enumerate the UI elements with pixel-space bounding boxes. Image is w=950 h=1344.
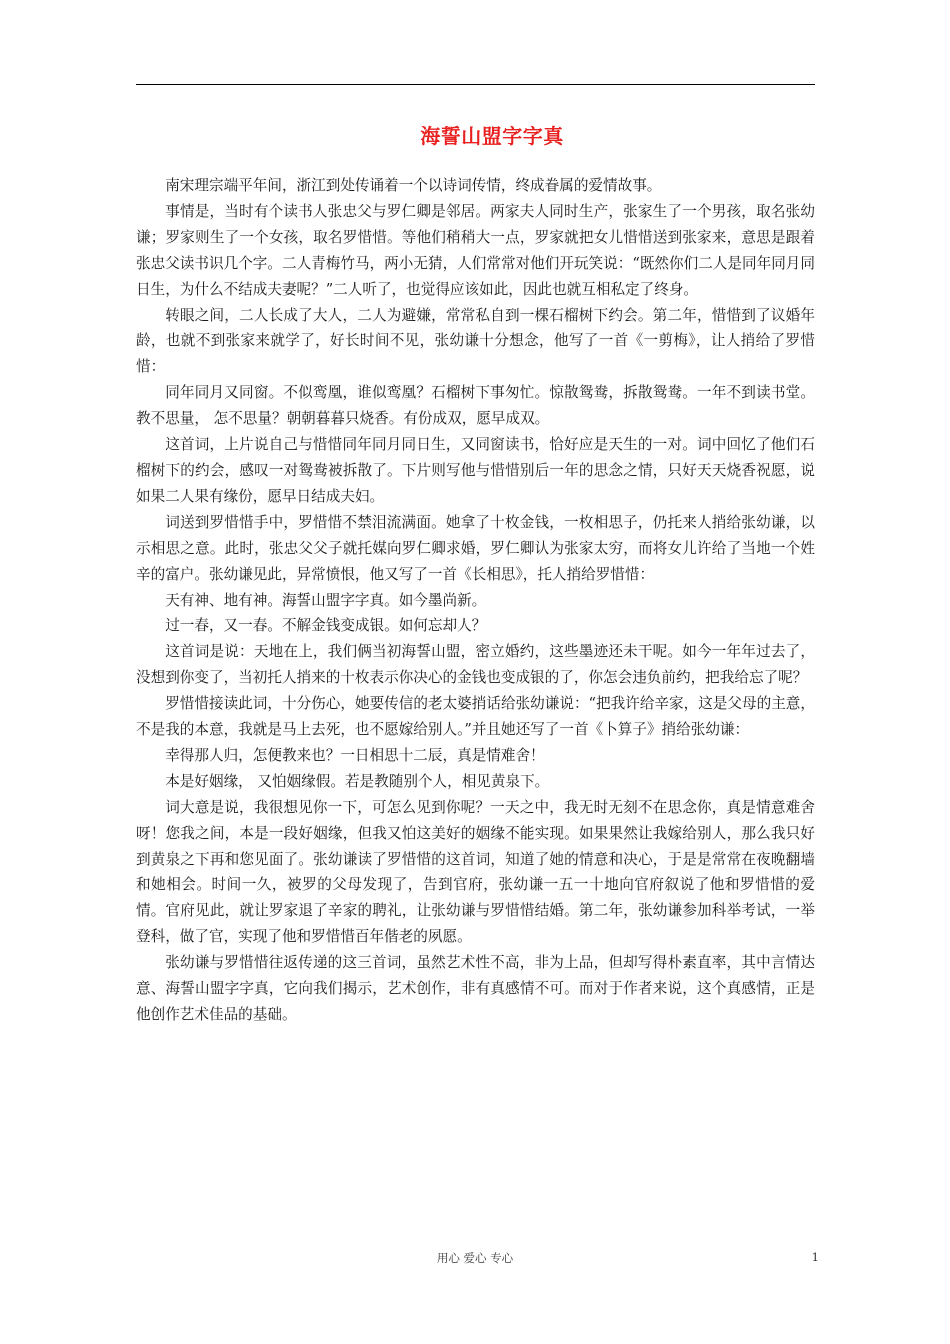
page-title: 海誓山盟字字真 (420, 124, 564, 148)
paragraph: 转眼之间，二人长成了大人，二人为避嫌，常常私自到一棵石榴树下约会。第二年，惜惜到了议婚年龄，也就不到张家来就学了，好长时间不见，张幼谦十分想念，他写了一首《一剪梅》，让人捎给了罗惜惜： (136, 306, 815, 376)
article-body (136, 173, 815, 1028)
paragraph: 这首词是说：天地在上，我们俩当初海誓山盟，密立婚约，这些墨迹还未干呢。如今一年年过去了，没想到你变了，当初托人捎来的十枚表示你决心的金钱也变成银的了，你怎会违负前约，把我给忘了呢？ (136, 643, 815, 687)
poem-line: 同年同月又同窗。不似鸾凰，谁似鸾凰？石榴树下事匆忙。惊散鸳鸯，拆散鸳鸯。一年不到读书堂。教不思量， 怎不思量？朝朝暮暮只烧香。有份成双，愿早成双。 (136, 384, 815, 428)
page-number: 1 (811, 1250, 819, 1264)
paragraph: 词送到罗惜惜手中，罗惜惜不禁泪流满面。她拿了十枚金钱，一枚相思子，仍托来人捎给张幼谦，以示相思之意。此时，张忠父父子就托媒向罗仁卿求婚，罗仁卿认为张家太穷，而将女儿许给了当地一个姓辛的富户。张幼谦见此，异常愤恨，他又写了一首《长相思》，托人捎给罗惜惜： (136, 513, 815, 583)
paragraph: 事情是，当时有个读书人张忠父与罗仁卿是邻居。两家夫人同时生产，张家生了一个男孩，取名张幼谦；罗家则生了一个女孩，取名罗惜惜。等他们稍稍大一点，罗家就把女儿惜惜送到张家来，意思是跟着张忠父读书识几个字。二人青梅竹马，两小无猜，人们常常对他们开玩笑说：“既然你们二人是同年同月同日生，为什么不结成夫妻呢？”二人听了，也觉得应该如此，因此也就互相私定了终身。 (136, 202, 815, 298)
poem-line: 本是好姻缘， 又怕姻缘假。若是教随别个人，相见黄泉下。 (165, 772, 550, 790)
poem-line: 幸得那人归，怎便教来也？一日相思十二辰，真是情难舍！ (165, 746, 545, 764)
page-footer: 用心 爱心 专心 (436, 1251, 514, 1265)
poem-line: 天有神、地有神。海誓山盟字字真。如今墨尚新。 (165, 591, 487, 609)
paragraph: 这首词，上片说自己与惜惜同年同月同日生，又同窗读书，恰好应是天生的一对。词中回忆了他们石榴树下的约会，感叹一对鸳鸯被拆散了。下片则写他与惜惜别后一年的思念之情，只好天天烧香祝愿，说如果二人果有缘份，愿早日结成夫妇。 (136, 436, 815, 505)
paragraph: 罗惜惜接读此词，十分伤心，她要传信的老太婆捎话给张幼谦说：“把我许给辛家，这是父母的主意，不是我的本意，我就是马上去死，也不愿嫁给别人。”并且她还写了一首《卜算子》捎给张幼谦： (136, 695, 815, 739)
paragraph: 词大意是说，我很想见你一下，可怎么见到你呢？一天之中，我无时无刻不在思念你，真是情意难舍呀！您我之间，本是一段好姻缘，但我又怕这美好的姻缘不能实现。如果果然让我嫁给别人，那么我只好到黄泉之下再和您见面了。张幼谦读了罗惜惜的这首词，知道了她的情意和决心，于是是常常在夜晚翻墙和她相会。时间一久，被罗的父母发现了，告到官府，张幼谦一五一十地向官府叙说了他和罗惜惜的爱情。官府见此，就让罗家退了辛家的聘礼，让张幼谦与罗惜惜结婚。第二年，张幼谦参加科举考试，一举登科，做了官，实现了他和罗惜惜百年偕老的夙愿。 (136, 798, 815, 946)
paragraph: 张幼谦与罗惜惜往返传递的这三首词，虽然艺术性不高，非为上品，但却写得朴素直率，其中言情达意、海誓山盟字字真，它向我们揭示，艺术创作，非有真感情不可。而对于作者来说，这个真感情，正是他创作艺术佳品的基础。 (136, 954, 815, 1023)
paragraph: 南宋理宗端平年间，浙江到处传诵着一个以诗词传情，终成眷属的爱情故事。 (165, 177, 662, 194)
poem-line: 过一春，又一春。不解金钱变成银。如何忘却人？ (165, 617, 487, 635)
header-rule (136, 84, 815, 85)
